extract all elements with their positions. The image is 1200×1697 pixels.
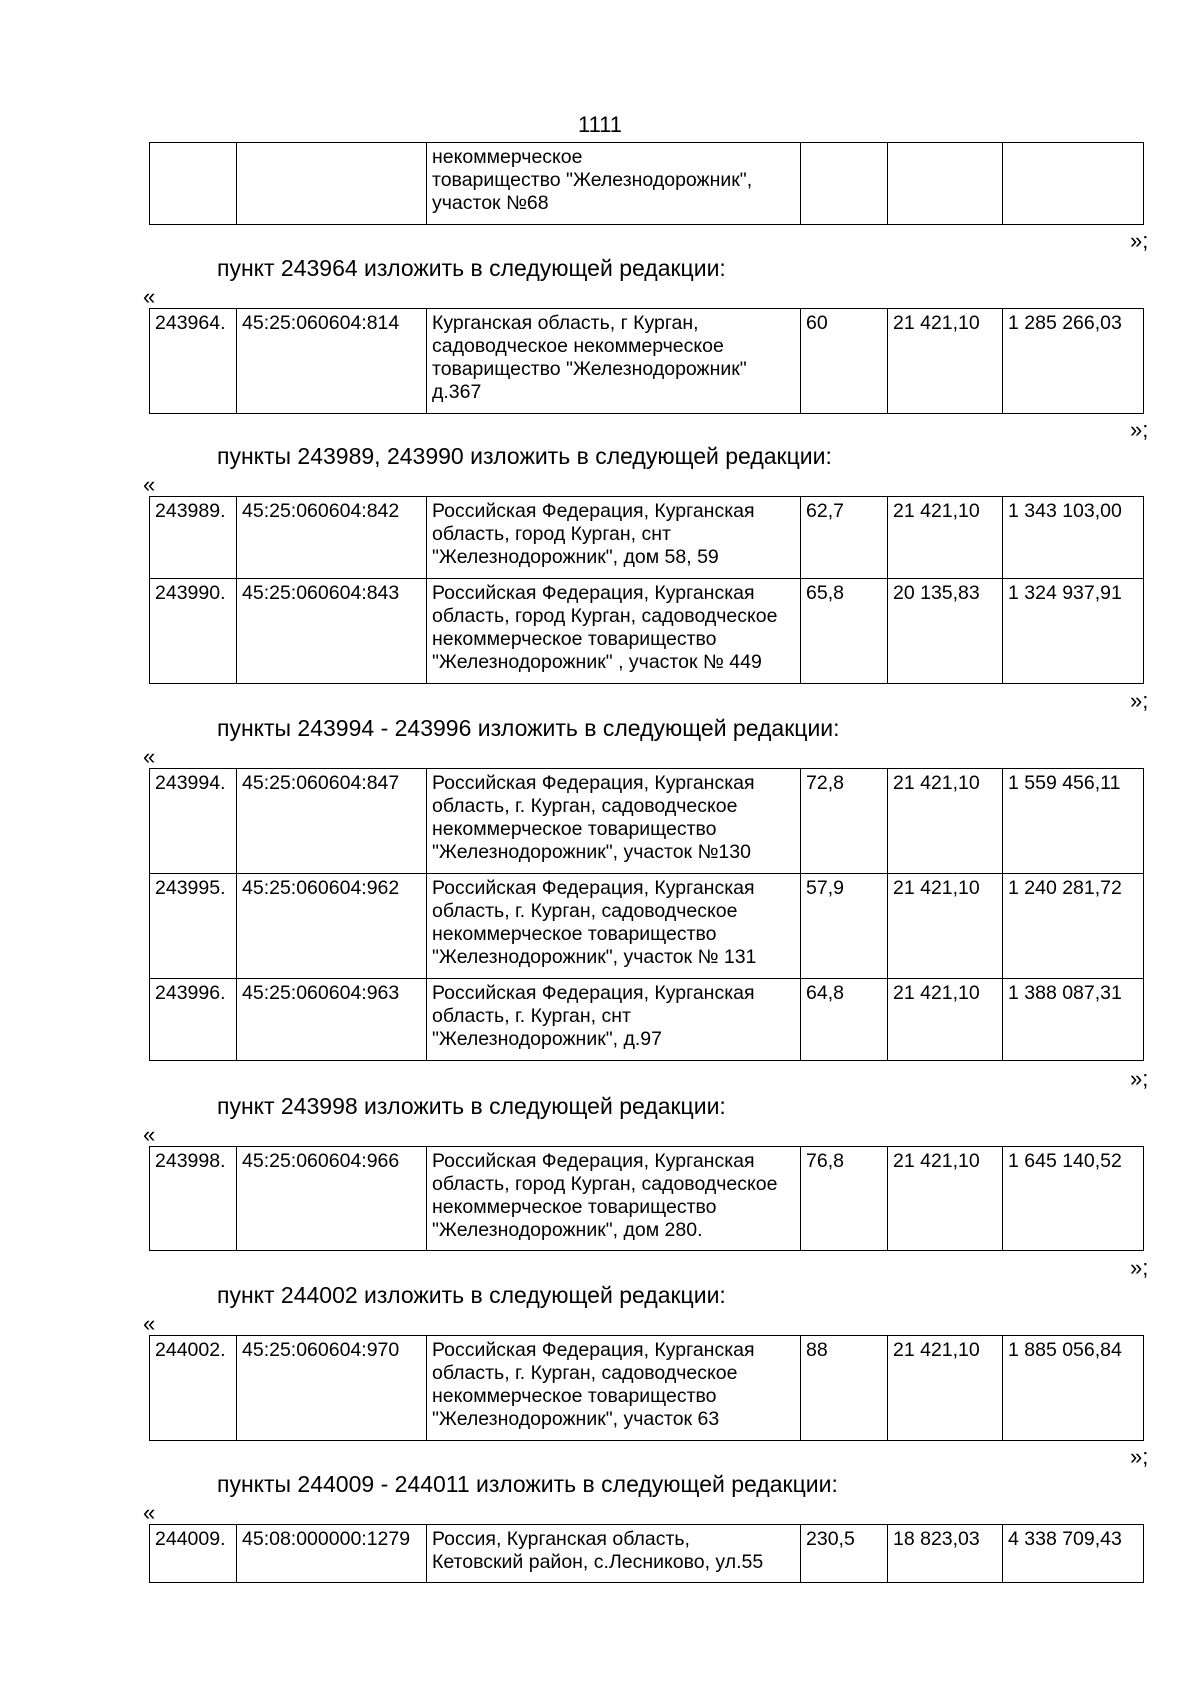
section-instruction: пункт 243964 изложить в следующей редакции: <box>217 255 726 281</box>
address-line: некоммерческое товарищество <box>432 818 717 840</box>
address-line: область, город Курган, садоводческое <box>432 605 778 627</box>
cell-value: 1 645 140,52 <box>1003 1147 1144 1251</box>
cell-cadastral: 45:25:060604:966 <box>237 1147 427 1251</box>
address-line: Российская Федерация, Курганская <box>432 877 755 899</box>
section-instruction: пункт 244002 изложить в следующей редакции: <box>217 1282 726 1308</box>
table-row <box>150 1147 1144 1251</box>
cell-number: 243996. <box>150 979 237 1061</box>
cell-area: 57,9 <box>801 874 888 979</box>
address-line: "Железнодорожник", участок 63 <box>432 1408 720 1430</box>
cell-value: 1 324 937,91 <box>1003 579 1144 684</box>
close-quote: »; <box>1130 1255 1149 1280</box>
cell-cadastral: 45:08:000000:1279 <box>237 1525 427 1583</box>
address-line: д.367 <box>432 381 482 403</box>
address-line: область, г. Курган, садоводческое <box>432 795 738 817</box>
open-quote: « <box>143 1500 156 1525</box>
address-line: Российская Федерация, Курганская <box>432 1339 755 1361</box>
address-line: садоводческое некоммерческое <box>432 335 724 357</box>
cell-address <box>427 979 801 1061</box>
table-row <box>150 497 1144 579</box>
address-line: область, г. Курган, снт <box>432 1005 631 1027</box>
close-quote: »; <box>1130 688 1149 713</box>
cell-rate: 20 135,83 <box>888 579 1003 684</box>
cell-address <box>427 769 801 874</box>
address-line: некоммерческое товарищество <box>432 1196 717 1218</box>
address-line: Российская Федерация, Курганская <box>432 772 755 794</box>
address-line: Российская Федерация, Курганская <box>432 500 755 522</box>
cell-cadastral: 45:25:060604:814 <box>237 309 427 414</box>
table-row <box>150 143 1144 225</box>
address-line: Российская Федерация, Курганская <box>432 582 755 604</box>
cell-cadastral: 45:25:060604:970 <box>237 1336 427 1441</box>
table-row <box>150 979 1144 1061</box>
cell-address <box>427 1147 801 1251</box>
cell-value: 1 343 103,00 <box>1003 497 1144 579</box>
cell-rate: 21 421,10 <box>888 309 1003 414</box>
cell-address <box>427 874 801 979</box>
cell-address <box>427 309 801 414</box>
table-row <box>150 1525 1144 1583</box>
section-instruction: пункт 243998 изложить в следующей редакции: <box>217 1093 726 1119</box>
section-table <box>149 768 1144 1061</box>
section-table <box>149 496 1144 684</box>
open-quote: « <box>143 1311 156 1336</box>
cell-value: 1 885 056,84 <box>1003 1336 1144 1441</box>
address-line: некоммерческое товарищество <box>432 1385 717 1407</box>
open-quote: « <box>143 1122 156 1147</box>
address-line: Курганская область, г Курган, <box>432 312 699 334</box>
address-line: некоммерческое товарищество <box>432 923 717 945</box>
section-instruction: пункты 244009 - 244011 изложить в следующей редакции: <box>217 1471 838 1497</box>
cell-area: 76,8 <box>801 1147 888 1251</box>
address-line: область, город Курган, садоводческое <box>432 1173 778 1195</box>
cell-rate: 21 421,10 <box>888 1147 1003 1251</box>
cell-cadastral: 45:25:060604:962 <box>237 874 427 979</box>
cell-rate: 21 421,10 <box>888 1336 1003 1441</box>
close-quote: »; <box>1130 417 1149 442</box>
section-instruction: пункты 243989, 243990 изложить в следующей редакции: <box>217 443 832 469</box>
cell-rate: 21 421,10 <box>888 497 1003 579</box>
cell-value <box>1003 143 1144 225</box>
cell-cadastral <box>237 143 427 225</box>
table-row <box>150 769 1144 874</box>
section-table <box>149 1335 1144 1441</box>
cell-cadastral: 45:25:060604:847 <box>237 769 427 874</box>
open-quote: « <box>143 472 156 497</box>
address-line: "Железнодорожник" , участок № 449 <box>432 651 762 673</box>
cell-number <box>150 143 237 225</box>
cell-address <box>427 1525 801 1583</box>
close-quote: »; <box>1130 1066 1149 1091</box>
cell-rate: 21 421,10 <box>888 979 1003 1061</box>
address-line: "Железнодорожник", участок № 131 <box>432 946 757 968</box>
address-line: "Железнодорожник", дом 58, 59 <box>432 546 719 568</box>
cell-area: 65,8 <box>801 579 888 684</box>
section-table <box>149 1146 1144 1251</box>
cell-rate: 21 421,10 <box>888 874 1003 979</box>
cell-area: 88 <box>801 1336 888 1441</box>
address-line: Российская Федерация, Курганская <box>432 1150 755 1172</box>
cell-address <box>427 497 801 579</box>
address-line: область, г. Курган, садоводческое <box>432 1362 738 1384</box>
cell-area: 60 <box>801 309 888 414</box>
cell-cadastral: 45:25:060604:843 <box>237 579 427 684</box>
cell-address <box>427 1336 801 1441</box>
cell-value: 1 388 087,31 <box>1003 979 1144 1061</box>
cell-area: 62,7 <box>801 497 888 579</box>
address-line: "Железнодорожник", дом 280. <box>432 1219 703 1241</box>
cell-address <box>427 143 801 225</box>
cell-number: 243998. <box>150 1147 237 1251</box>
section-table <box>149 308 1144 414</box>
table-row <box>150 309 1144 414</box>
address-line: "Железнодорожник", д.97 <box>432 1028 662 1050</box>
cell-value: 1 559 456,11 <box>1003 769 1144 874</box>
cell-cadastral: 45:25:060604:963 <box>237 979 427 1061</box>
cell-area: 72,8 <box>801 769 888 874</box>
address-line: область, город Курган, снт <box>432 523 671 545</box>
cell-number: 243990. <box>150 579 237 684</box>
section-instruction: пункты 243994 - 243996 изложить в следующей редакции: <box>217 715 840 741</box>
address-line: "Железнодорожник", участок №130 <box>432 841 751 863</box>
cell-number: 244009. <box>150 1525 237 1583</box>
address-line: некоммерческое товарищество <box>432 628 717 650</box>
continuation-table <box>149 142 1144 225</box>
cell-address <box>427 579 801 684</box>
address-line: область, г. Курган, садоводческое <box>432 900 738 922</box>
cell-rate: 18 823,03 <box>888 1525 1003 1583</box>
cell-number: 243995. <box>150 874 237 979</box>
address-line: товарищество "Железнодорожник" <box>432 358 747 380</box>
cell-area: 64,8 <box>801 979 888 1061</box>
address-line: Кетовский район, с.Лесниково, ул.55 <box>432 1551 764 1573</box>
table-row <box>150 874 1144 979</box>
cell-number: 243994. <box>150 769 237 874</box>
cell-area <box>801 143 888 225</box>
address-line: товарищество "Железнодорожник", <box>432 169 753 191</box>
cell-rate: 21 421,10 <box>888 769 1003 874</box>
address-line: Россия, Курганская область, <box>432 1528 690 1550</box>
cell-cadastral: 45:25:060604:842 <box>237 497 427 579</box>
close-quote: »; <box>1130 1444 1149 1469</box>
address-line: некоммерческое <box>432 146 583 168</box>
table-row <box>150 579 1144 684</box>
address-line: участок №68 <box>432 192 549 214</box>
section-table <box>149 1524 1144 1583</box>
cell-area: 230,5 <box>801 1525 888 1583</box>
table-row <box>150 1336 1144 1441</box>
cell-rate <box>888 143 1003 225</box>
cell-value: 1 285 266,03 <box>1003 309 1144 414</box>
page-number: 1111 <box>577 112 623 137</box>
cell-number: 244002. <box>150 1336 237 1441</box>
open-quote: « <box>143 284 156 309</box>
cell-value: 1 240 281,72 <box>1003 874 1144 979</box>
close-quote: »; <box>1130 228 1149 253</box>
cell-value: 4 338 709,43 <box>1003 1525 1144 1583</box>
cell-number: 243989. <box>150 497 237 579</box>
address-line: Российская Федерация, Курганская <box>432 982 755 1004</box>
cell-number: 243964. <box>150 309 237 414</box>
open-quote: « <box>143 744 156 769</box>
